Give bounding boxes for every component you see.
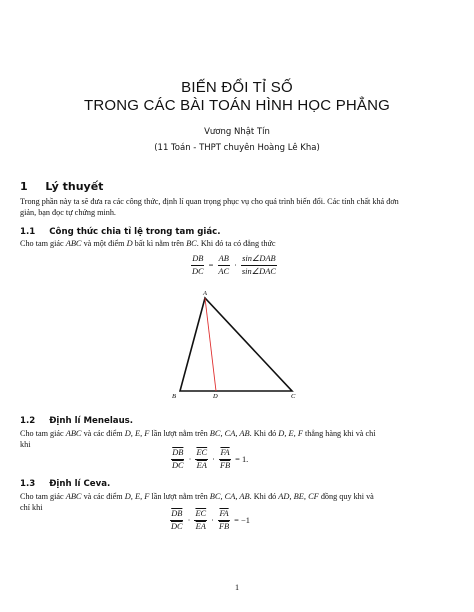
author-affiliation: (11 Toán - THPT chuyên Hoàng Lê Kha) [154, 143, 320, 153]
fraction-fa-fb [219, 448, 231, 471]
numerator: sin∠DAB [241, 254, 277, 266]
denominator: DC [171, 522, 183, 531]
subsection-heading-1-2 [20, 416, 133, 426]
denominator: EA [196, 461, 207, 470]
dot-operator: · [211, 516, 214, 525]
subsection-title: Định lí Menelaus. [49, 416, 134, 426]
subsection-text-1-1 [20, 238, 276, 249]
subsection-heading-1-1 [20, 227, 221, 237]
fraction-fa-fb [218, 509, 230, 532]
denominator: FB [219, 461, 231, 470]
formula-menelaus [171, 448, 248, 471]
segment-ad [205, 298, 216, 391]
numerator: $\overline{FA}$ [219, 448, 230, 460]
numerator: $\overline{FA}$ [218, 509, 229, 521]
text-fragment: và một điểm [81, 239, 127, 248]
math-points: D, E, F [278, 429, 303, 438]
fraction-db-dc [171, 448, 185, 471]
text-fragment: đồng quy khi và [318, 492, 374, 501]
point-label-d: D [213, 393, 218, 400]
denominator: sin∠DAC [241, 267, 276, 276]
math-lines: AD, BE, CF [278, 492, 319, 501]
denominator: DC [192, 267, 204, 276]
section-number: 1 [20, 180, 28, 193]
triangle-abc [180, 298, 292, 391]
subsection-title: Định lí Ceva. [49, 479, 111, 489]
denominator: AC [218, 267, 230, 276]
formula-ceva [170, 509, 250, 532]
text-line: chỉ khi [20, 503, 43, 512]
subsection-number: 1.3 [20, 479, 36, 489]
equals-sign: = [208, 261, 214, 270]
math-abc: ABC [65, 239, 82, 248]
math-abc: ABC [65, 429, 82, 438]
text-fragment: và các điểm [81, 429, 125, 438]
text-line [20, 491, 460, 502]
math-points: D, E, F [124, 492, 150, 501]
subsection-title: Công thức chia tỉ lệ trong tam giác. [49, 227, 221, 237]
math-d: D [126, 239, 133, 248]
subsection-text-1-2 [20, 428, 460, 450]
math-abc: ABC [65, 492, 82, 501]
denominator: FB [218, 522, 230, 531]
math-sides: BC, CA, AB [209, 429, 250, 438]
vertex-label-a: A [203, 290, 207, 297]
numerator: DB [191, 254, 204, 266]
fraction-db-dc [170, 509, 184, 532]
vertex-label-c: C [291, 393, 296, 400]
text-fragment: bất kì nằm trên [132, 239, 187, 248]
dot-operator: · [188, 455, 192, 464]
triangle-figure [160, 288, 310, 403]
fraction-ec-ea [195, 448, 208, 471]
vertex-label-b: B [172, 393, 176, 400]
math-bc: BC [186, 239, 197, 248]
section-heading [20, 180, 103, 193]
author-name: Vương Nhật Tín [204, 127, 270, 137]
title-line-1: BIẾN ĐỔI TỈ SỐ [181, 79, 293, 96]
numerator: AB [218, 254, 230, 266]
subsection-number: 1.1 [20, 227, 36, 237]
intro-line-2: giản, bạn đọc tự chứng minh. [20, 208, 116, 217]
dot-operator: · [187, 516, 191, 525]
text-fragment: . Khi đó [249, 429, 279, 438]
text-fragment: . Khi đó [249, 492, 279, 501]
numerator: $\overline{DB}$ [170, 509, 183, 521]
intro-line-1: Trong phần này ta sẽ đưa ra các công thức, định lí quan trọng phục vụ cho quá trình biến đổi. Các tính chất khá đơn [20, 197, 399, 206]
numerator: $\overline{EC}$ [195, 448, 208, 460]
numerator: $\overline{DB}$ [171, 448, 184, 460]
text-fragment: thẳng hàng khi và chỉ [302, 429, 376, 438]
right-hand-side: = 1. [235, 455, 249, 464]
fraction-ab-ac [217, 254, 230, 277]
math-sides: BC, CA, AB [209, 492, 250, 501]
right-hand-side: = −1 [234, 516, 250, 525]
text-line [20, 428, 460, 439]
denominator: EA [195, 522, 206, 531]
page-number: 1 [234, 583, 240, 592]
math-points: D, E, F [124, 429, 150, 438]
subsection-number: 1.2 [20, 416, 36, 426]
fraction-ec-ea [194, 509, 207, 532]
title-line-2: TRONG CÁC BÀI TOÁN HÌNH HỌC PHẲNG [83, 97, 391, 114]
text-fragment: và các điểm [81, 492, 125, 501]
dot-operator: · [212, 455, 215, 464]
formula-ratio [191, 254, 277, 277]
fraction-db-dc [191, 254, 205, 277]
section-intro [20, 196, 460, 218]
text-fragment: lần lượt nằm trên [149, 429, 210, 438]
text-line: khi [20, 440, 31, 449]
text-fragment: lần lượt nằm trên [149, 492, 210, 501]
subsection-heading-1-3 [20, 479, 110, 489]
fraction-sin [241, 254, 277, 277]
text-fragment: . Khi đó ta có đẳng thức [196, 239, 276, 248]
text-fragment: Cho tam giác [20, 429, 66, 438]
text-fragment: Cho tam giác [20, 239, 66, 248]
section-title: Lý thuyết [45, 180, 104, 193]
dot-operator: · [234, 261, 237, 270]
numerator: $\overline{EC}$ [194, 509, 207, 521]
text-fragment: Cho tam giác [20, 492, 66, 501]
denominator: DC [172, 461, 184, 470]
